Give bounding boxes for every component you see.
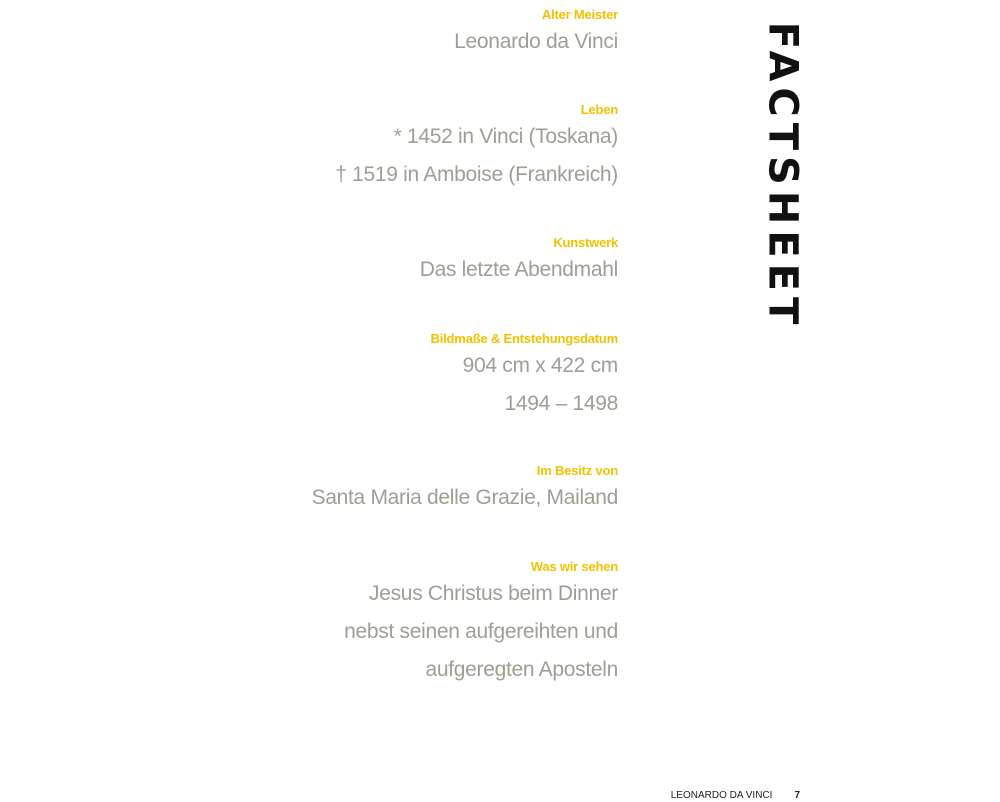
section-alter-meister	[0, 7, 618, 61]
section-value: nebst seinen aufgereihten und	[344, 620, 618, 643]
factsheet-title-text: FACTSHEET	[759, 21, 805, 331]
section-im-besitz-von	[0, 463, 618, 517]
factsheet-title	[759, 0, 805, 352]
section-label: Im Besitz von	[536, 463, 618, 478]
section-label: Alter Meister	[541, 7, 618, 22]
section-label: Kunstwerk	[553, 235, 618, 250]
section-value: aufgeregten Aposteln	[425, 658, 618, 681]
section-kunstwerk	[0, 235, 618, 289]
section-value: Das letzte Abendmahl	[419, 258, 618, 281]
running-head: LEONARDO DA VINCI	[670, 789, 773, 801]
section-value: * 1452 in Vinci (Toskana)	[393, 125, 618, 148]
section-value: Santa Maria delle Grazie, Mailand	[311, 486, 618, 509]
section-was-wir-sehen	[0, 559, 618, 689]
section-value: 1494 – 1498	[504, 392, 618, 415]
section-value: † 1519 in Amboise (Frankreich)	[335, 163, 618, 186]
page-number: 7	[794, 789, 800, 801]
section-value: Jesus Christus beim Dinner	[369, 582, 618, 605]
section-value: Leonardo da Vinci	[454, 30, 618, 53]
section-leben	[0, 102, 618, 194]
section-label: Leben	[580, 102, 618, 117]
section-label: Bildmaße & Entstehungsdatum	[430, 331, 618, 346]
section-value: 904 cm x 422 cm	[462, 354, 618, 377]
section-label: Was wir sehen	[530, 559, 618, 574]
section-bildmasse	[0, 331, 618, 423]
